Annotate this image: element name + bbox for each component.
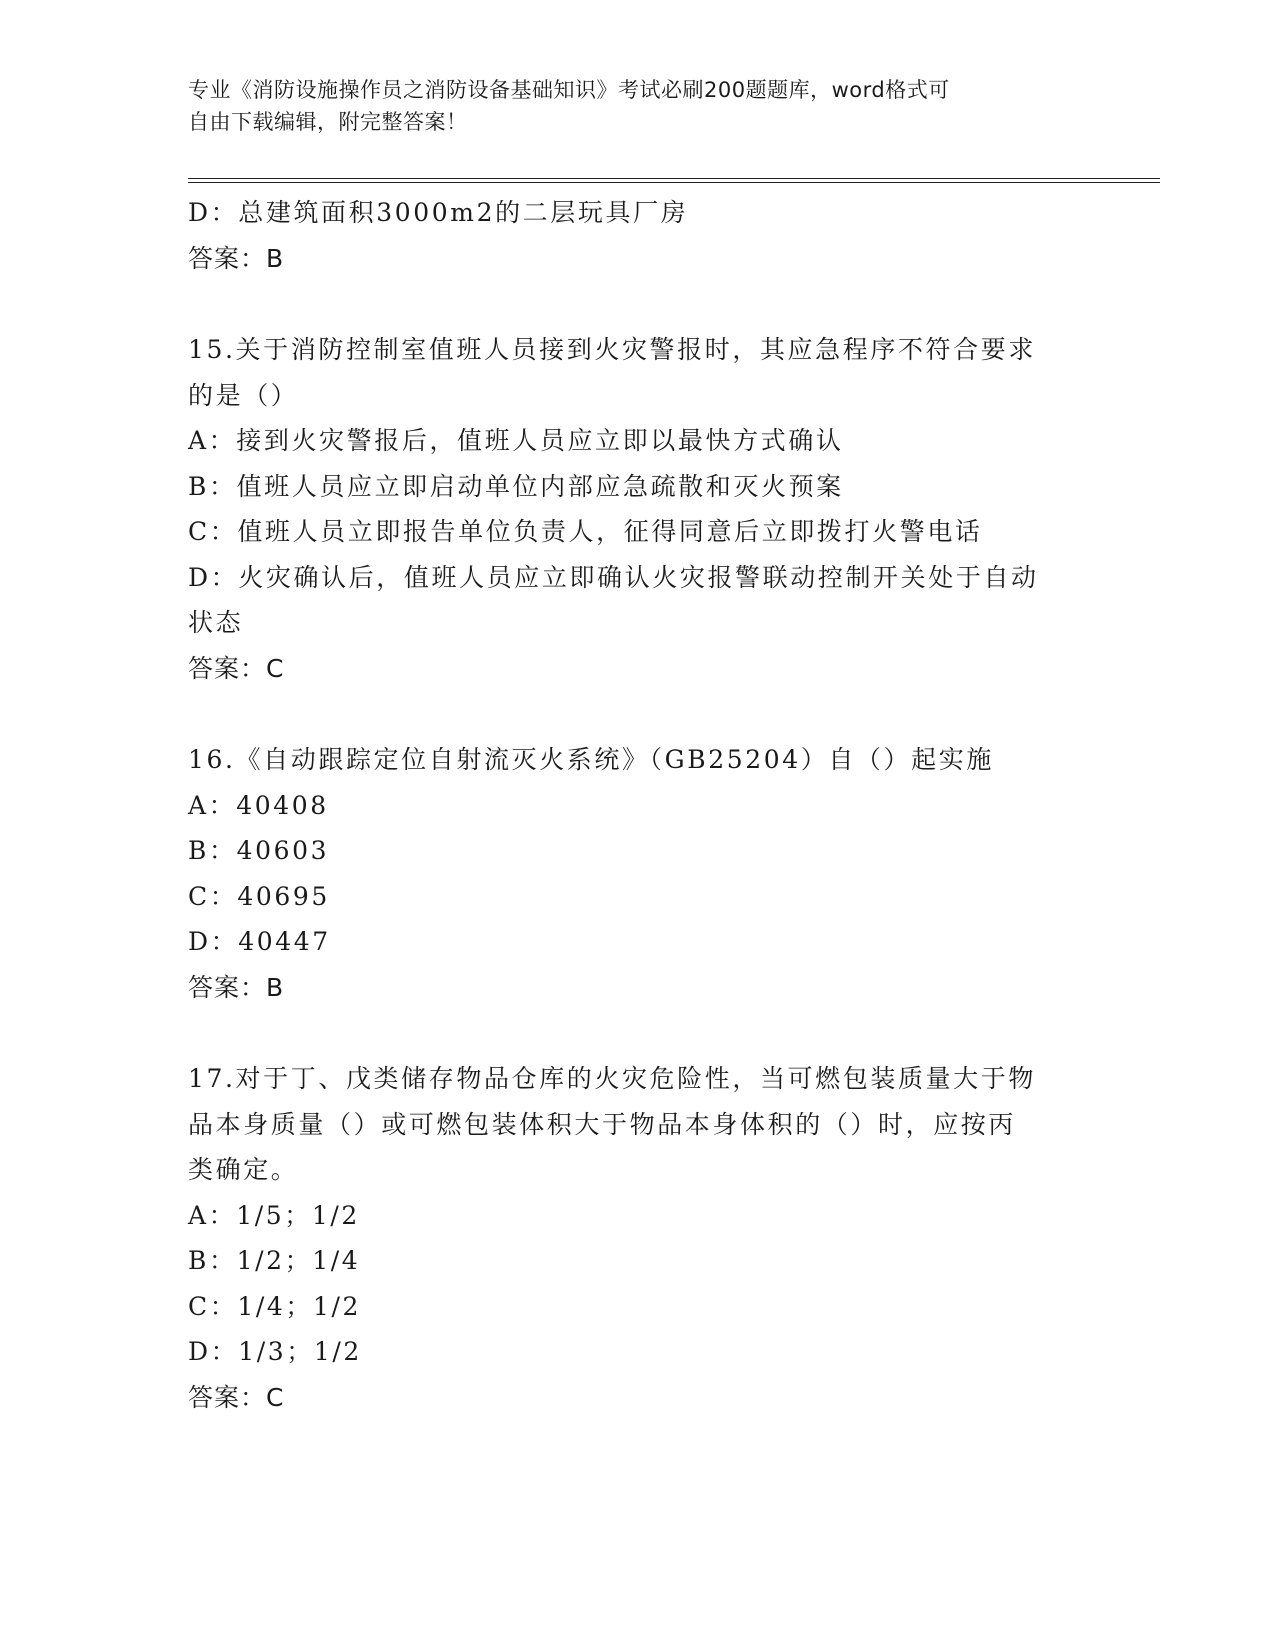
question-16	[188, 737, 1088, 1010]
previous-question-tail	[188, 190, 1088, 281]
spacer	[188, 1010, 1088, 1056]
question-17	[188, 1056, 1088, 1420]
answer: 答案：B	[188, 243, 285, 273]
option-d: D：40447	[188, 927, 331, 956]
question-stem: 的是（）	[188, 380, 299, 410]
header-line-2: 自由下载编辑，附完整答案！	[188, 110, 468, 134]
option-b: B：40603	[188, 836, 330, 865]
option-d: D：火灾确认后，值班人员应立即确认火灾报警联动控制开关处于自动	[188, 562, 1039, 592]
question-stem: 17.对于丁、戊类储存物品仓库的火灾危险性，当可燃包装质量大于物	[188, 1064, 1036, 1093]
answer: 答案：B	[188, 972, 285, 1002]
option-c: C：1/4；1/2	[188, 1291, 361, 1321]
option-a: A：1/5；1/2	[188, 1200, 360, 1230]
header-divider-top	[188, 178, 1160, 179]
header-divider-bottom	[188, 182, 1160, 183]
answer: 答案：C	[188, 653, 285, 683]
question-stem: 15.关于消防控制室值班人员接到火灾警报时，其应急程序不符合要求	[188, 335, 1036, 364]
option-c: C：值班人员立即报告单位负责人，征得同意后立即拨打火警电话	[188, 517, 983, 546]
option-d-continuation: 状态	[188, 608, 244, 637]
option-d: D：总建筑面积3000m2的二层玩具厂房	[188, 198, 689, 227]
option-c: C：40695	[188, 881, 330, 911]
spacer	[188, 691, 1088, 737]
question-list	[188, 190, 1088, 1420]
question-stem: 品本身质量（）或可燃包装体积大于物品本身体积的（）时，应按丙	[188, 1109, 1017, 1139]
spacer	[188, 281, 1088, 327]
option-a: A：接到火灾警报后，值班人员应立即以最快方式确认	[188, 426, 844, 455]
option-b: B：值班人员应立即启动单位内部应急疏散和灭火预案	[188, 471, 844, 501]
question-15	[188, 327, 1088, 691]
answer: 答案：C	[188, 1382, 285, 1412]
header-line-1: 专业《消防设施操作员之消防设备基础知识》考试必刷200题题库，word格式可	[188, 78, 950, 102]
document-header	[188, 74, 1068, 138]
question-stem: 16.《自动跟踪定位自射流灭火系统》（GB25204）自（）起实施	[188, 745, 994, 774]
option-b: B：1/2；1/4	[188, 1246, 361, 1275]
option-a: A：40408	[188, 790, 329, 820]
question-stem: 类确定。	[188, 1155, 299, 1184]
option-d: D：1/3；1/2	[188, 1337, 362, 1366]
